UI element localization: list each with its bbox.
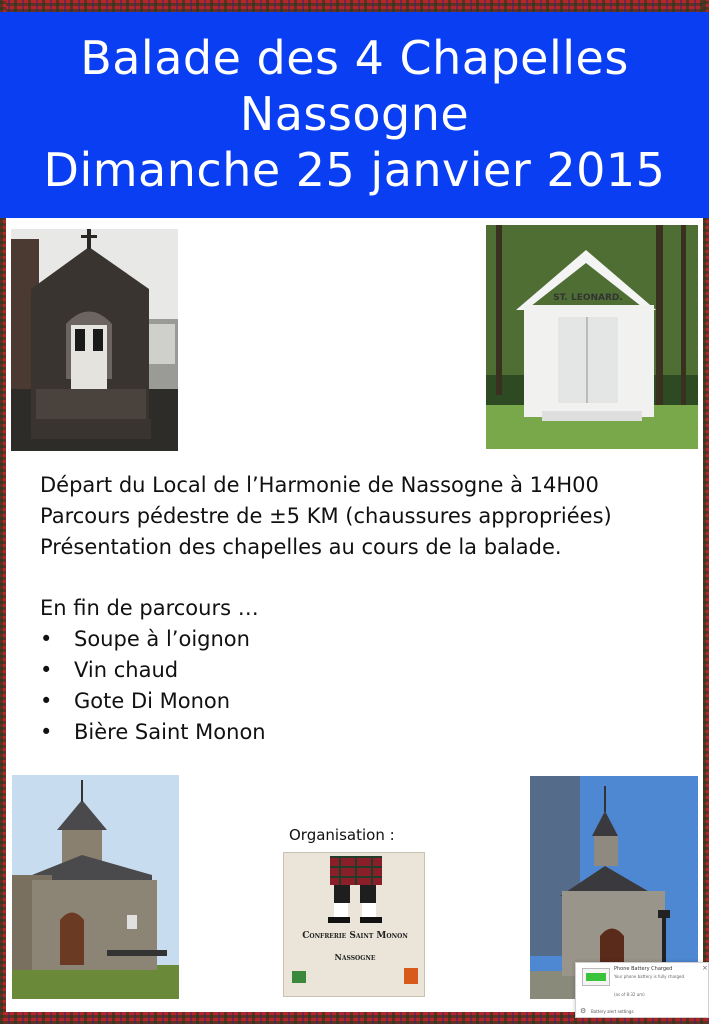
battery-icon [582, 968, 610, 986]
chapel-photo-bell-tower [12, 775, 179, 999]
event-town: Nassogne [239, 87, 470, 141]
gear-icon[interactable]: ⚙ [580, 1007, 587, 1015]
finish-intro: En fin de parcours … [40, 596, 259, 620]
notification-title: Phone Battery Charged [614, 966, 673, 972]
route-line: Parcours pédestre de ±5 KM (chaussures appropriées) [40, 504, 612, 528]
list-item: • Soupe à l’oignon [40, 624, 700, 655]
chapel-photo-stone-gable [11, 229, 178, 451]
refreshment-list [40, 624, 700, 748]
event-details [40, 470, 700, 748]
departure-line: Départ du Local de l’Harmonie de Nassogne à 14H00 [40, 473, 599, 497]
organisation-name: Confrerie Saint Monon [302, 931, 408, 941]
bullet-glyph: • [40, 627, 53, 651]
tartan-border-top [0, 0, 709, 12]
list-item: • Gote Di Monon [40, 686, 700, 717]
battery-settings-link[interactable]: Battery alert settings [591, 1009, 634, 1014]
list-item: • Vin chaud [40, 655, 700, 686]
presentation-line: Présentation des chapelles au cours de la balade. [40, 535, 562, 559]
title-banner [0, 12, 709, 218]
notification-time: (as of 8:32 am) [614, 992, 645, 997]
list-item: • Bière Saint Monon [40, 717, 700, 748]
chapel-sign-text: ST. LEONARD. [553, 293, 623, 303]
close-icon[interactable]: × [702, 964, 708, 972]
notification-message: Your phone battery is fully charged. [614, 974, 686, 979]
bullet-glyph: • [40, 689, 53, 713]
organisation-town: Nassogne [334, 952, 376, 962]
confrerie-logo [283, 852, 425, 997]
organisation-label: Organisation : [289, 826, 395, 844]
battery-notification[interactable] [575, 962, 709, 1018]
event-title: Balade des 4 Chapelles [80, 31, 629, 85]
bullet-glyph: • [40, 658, 53, 682]
event-date: Dimanche 25 janvier 2015 [43, 143, 666, 197]
bullet-glyph: • [40, 720, 53, 744]
chapel-photo-st-leonard [486, 225, 698, 449]
